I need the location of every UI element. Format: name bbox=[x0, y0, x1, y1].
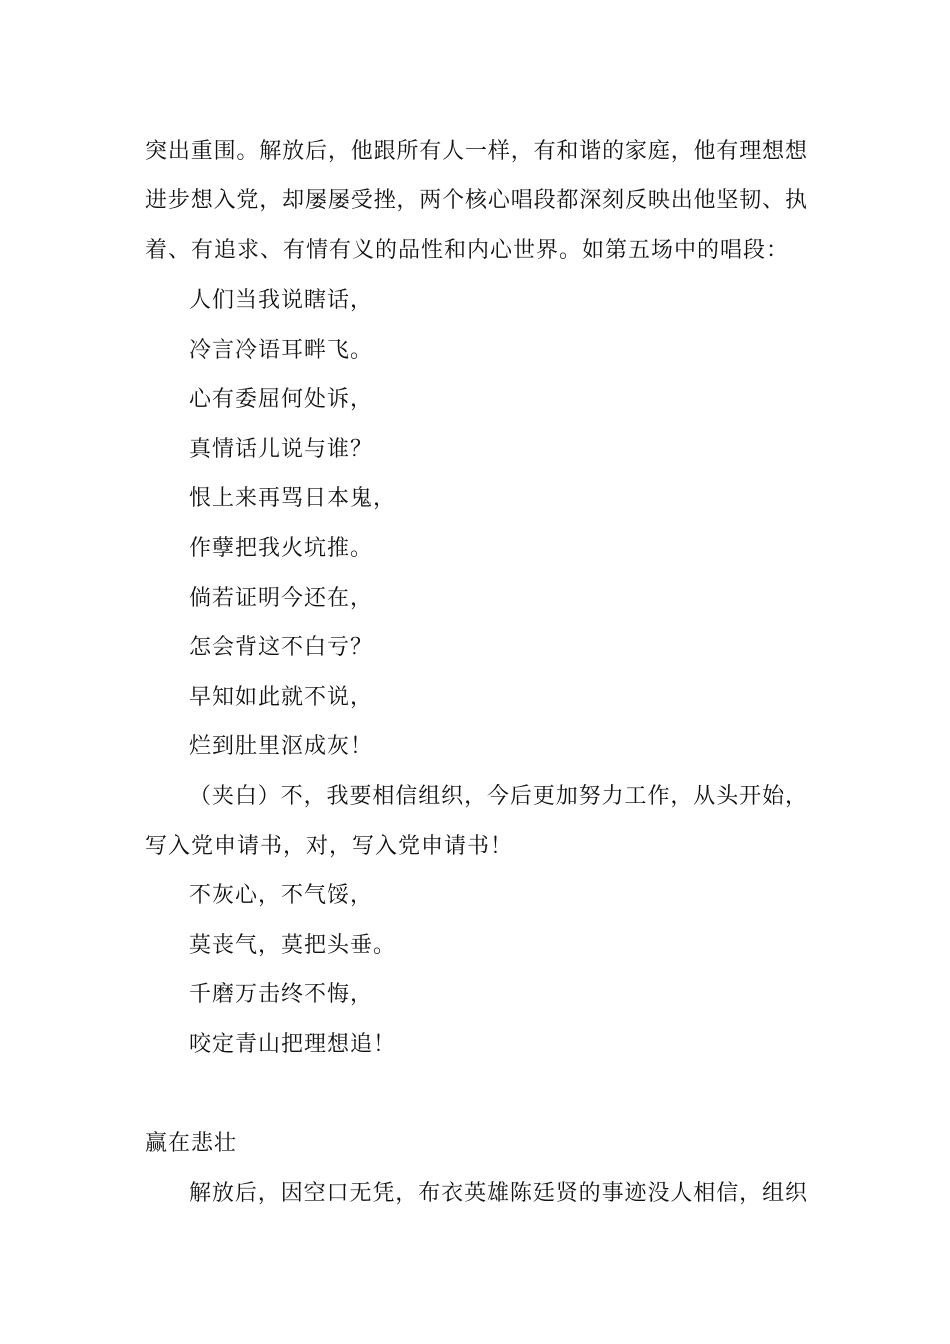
verse-line: 怎会背这不白亏？ bbox=[189, 635, 374, 660]
verse-line: 千磨万击终不悔， bbox=[189, 982, 374, 1007]
aside-line: （夹白）不，我要相信组织，今后更加努力工作，从头开始， bbox=[189, 784, 807, 809]
verse-line: 倘若证明今还在， bbox=[189, 586, 374, 611]
aside-line: 写入党申请书，对，写入党申请书！ bbox=[145, 834, 514, 859]
verse-line: 早知如此就不说， bbox=[189, 685, 374, 710]
verse-line: 作孽把我火坑推。 bbox=[189, 536, 374, 561]
verse-line: 烂到肚里沤成灰！ bbox=[189, 734, 374, 759]
verse-line: 人们当我说瞎话， bbox=[189, 288, 374, 313]
paragraph-line: 解放后，因空口无凭，布衣英雄陈廷贤的事迹没人相信，组织 bbox=[189, 1181, 807, 1206]
verse-line: 恨上来再骂日本鬼， bbox=[189, 486, 397, 511]
paragraph-line: 着、有追求、有情有义的品性和内心世界。如第五场中的唱段： bbox=[145, 238, 790, 263]
verse-line: 真情话儿说与谁？ bbox=[189, 437, 374, 462]
paragraph-line: 进步想入党，却屡屡受挫，两个核心唱段都深刻反映出他坚韧、执 bbox=[145, 188, 807, 213]
section-heading: 赢在悲壮 bbox=[145, 1131, 238, 1156]
verse-line: 莫丧气，莫把头垂。 bbox=[189, 933, 397, 958]
verse-line: 咬定青山把理想追！ bbox=[189, 1032, 397, 1057]
verse-line: 不灰心，不气馁， bbox=[189, 883, 374, 908]
verse-line: 心有委屈何处诉， bbox=[189, 387, 374, 412]
paragraph-line: 突出重围。解放后，他跟所有人一样，有和谐的家庭，他有理想想 bbox=[145, 139, 807, 164]
verse-line: 冷言冷语耳畔飞。 bbox=[189, 338, 374, 363]
